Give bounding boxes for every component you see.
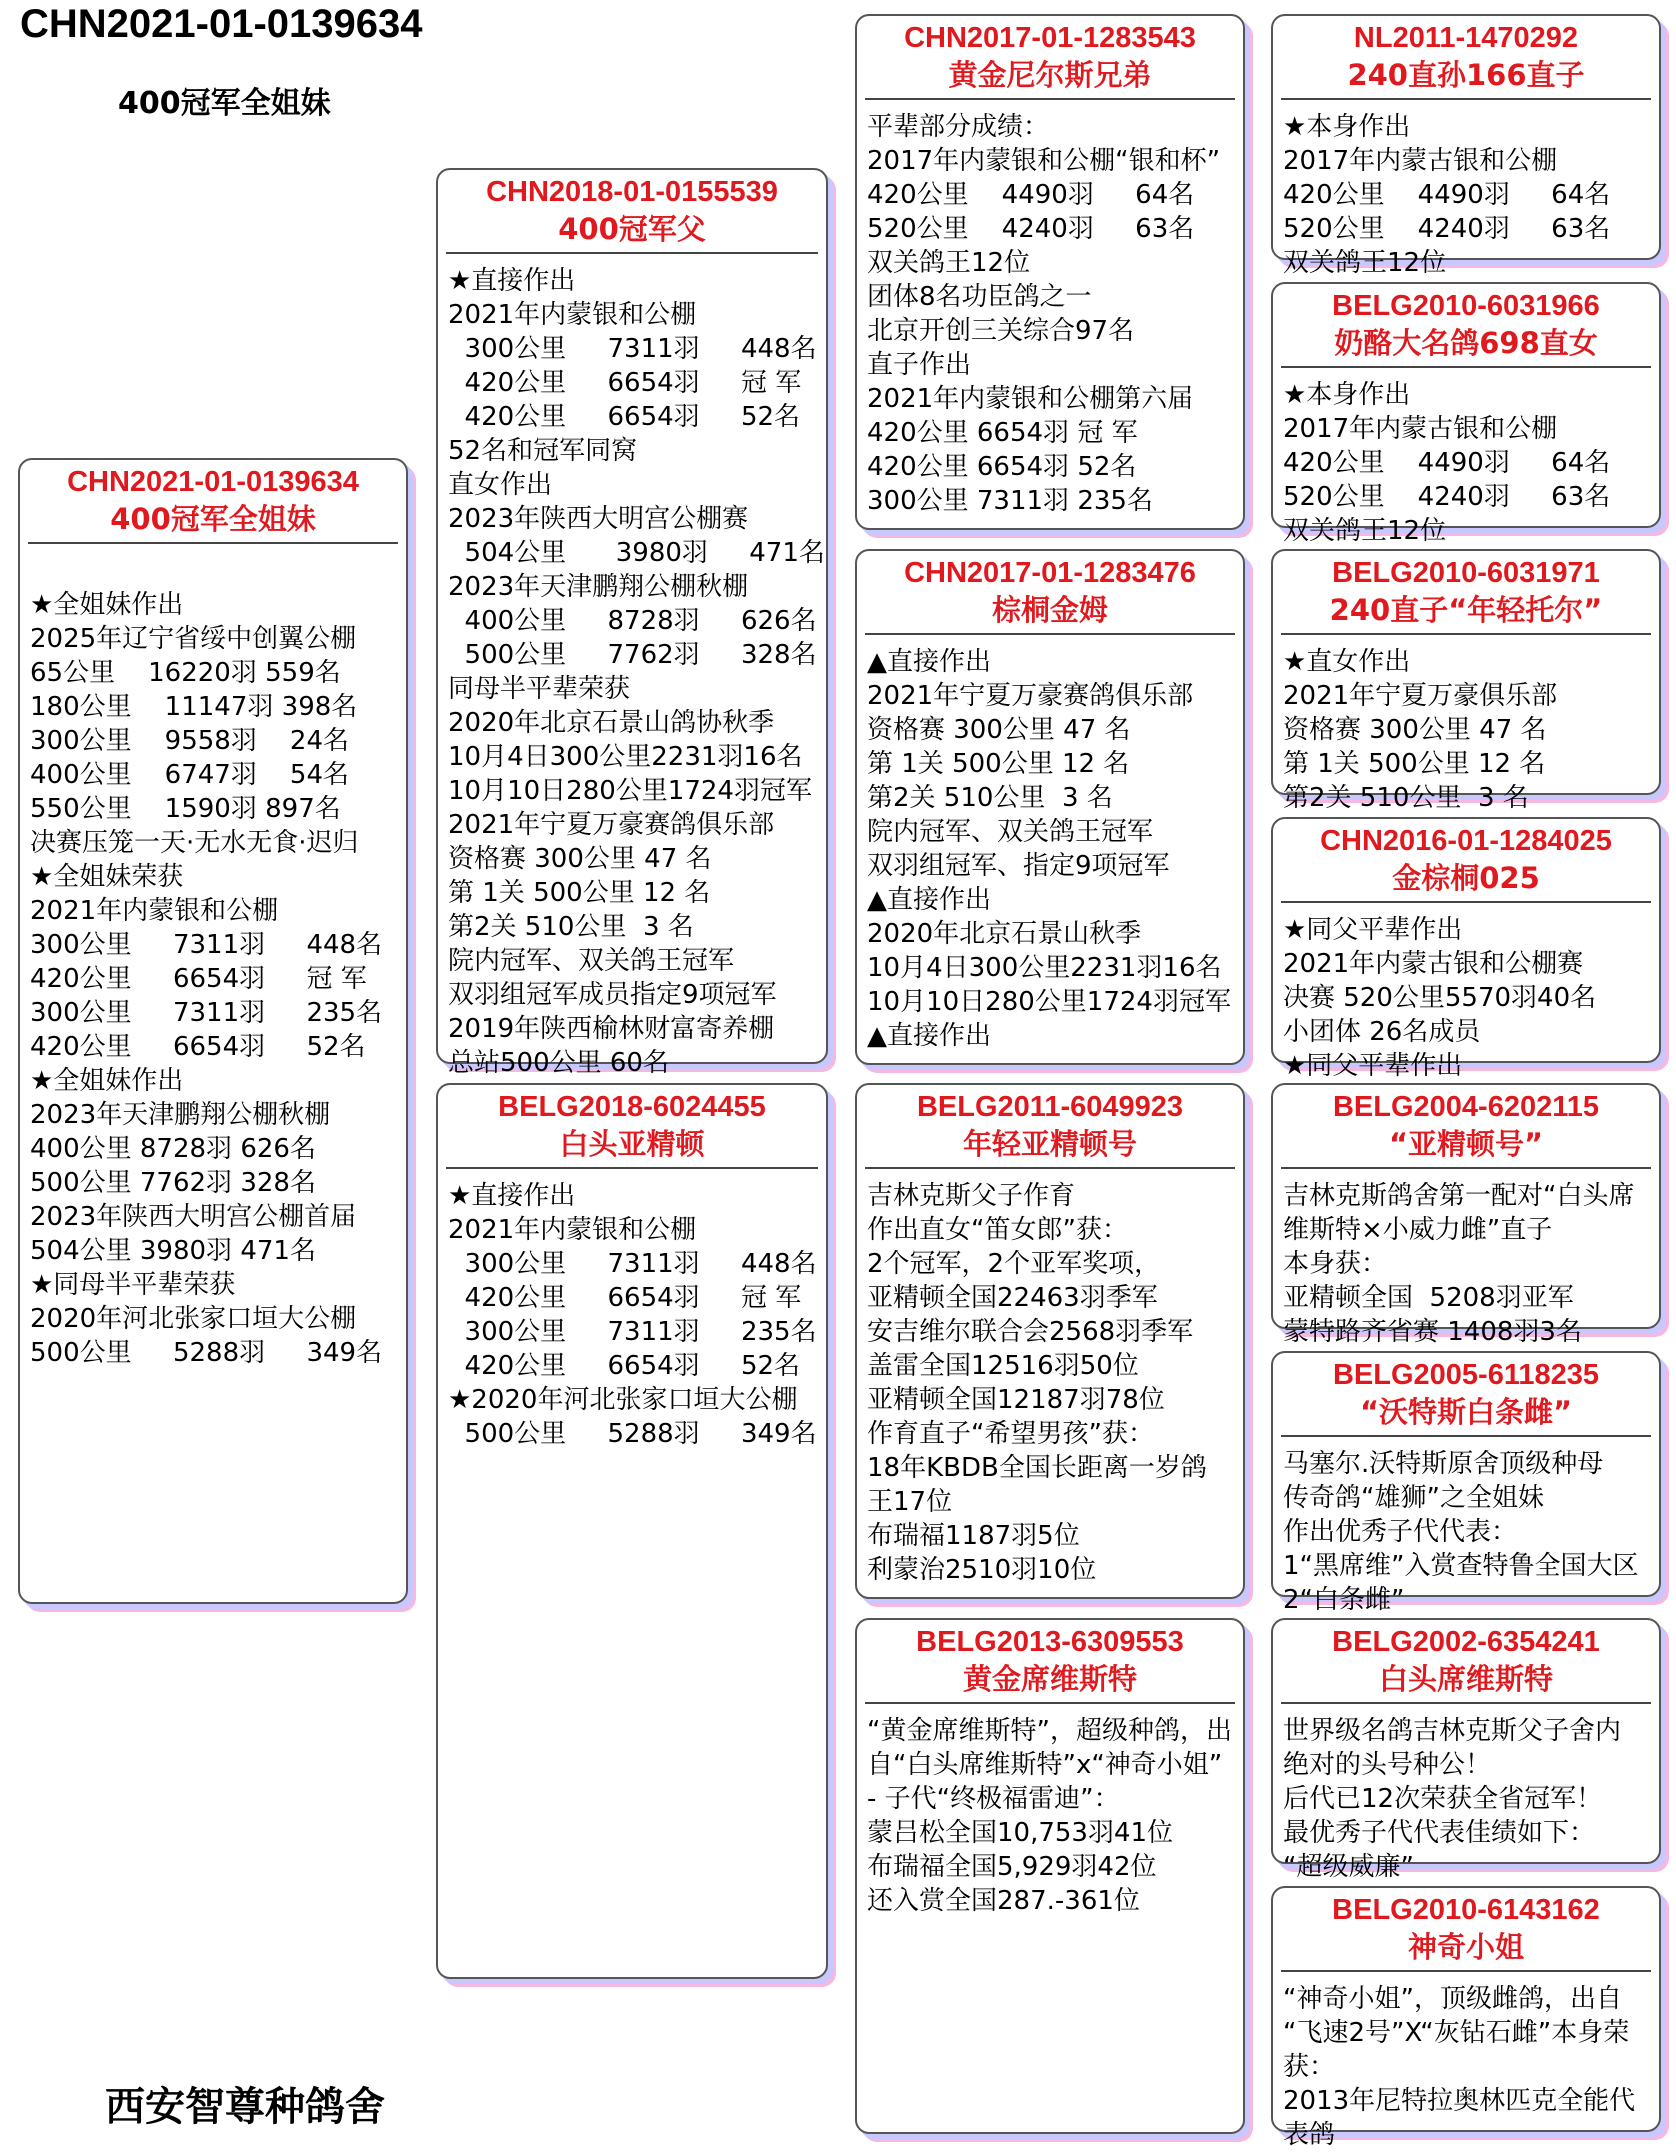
achievement-line: 400公里 6747羽 54名 — [30, 760, 349, 790]
achievement-line: 第2关 510公里 3 名 — [1283, 783, 1529, 813]
achievement-line: “飞速2号”X“灰钻石雌”本身荣 — [1283, 2018, 1630, 2048]
pedigree-card-gen4-4 — [1271, 817, 1661, 1081]
achievement-line: 吉林克斯鸽舍第一配对“白头席 — [1283, 1181, 1635, 1211]
pedigree-card-gen4-2 — [1271, 282, 1661, 546]
pedigree-card-dam — [436, 1083, 828, 1979]
ring-number: BELG2005-6118235 — [1332, 1359, 1600, 1391]
achievement-line: 双关鸽王12位 — [1283, 516, 1447, 546]
bird-name: 棕桐金姆 — [991, 593, 1108, 627]
achievement-line: 第 1关 500公里 12 名 — [448, 878, 711, 908]
achievement-line: 亚精顿全国12187羽78位 — [867, 1385, 1165, 1415]
achievement-line: 300公里 9558羽 24名 — [30, 726, 349, 756]
achievement-line: 2013年尼特拉奥林匹克全能代 — [1283, 2086, 1636, 2116]
pedigree-card-subject — [18, 458, 408, 1604]
achievement-line: 2个冠军，2个亚军奖项， — [867, 1249, 1161, 1279]
bird-name: 金棕桐025 — [1392, 861, 1540, 895]
achievement-line: 2021年内蒙银和公棚 — [448, 300, 697, 330]
ring-number: CHN2018-01-0155539 — [486, 176, 778, 208]
achievement-line: 520公里 4240羽 63名 — [1283, 482, 1611, 512]
pedigree-card-gen3-4 — [855, 1618, 1245, 2134]
achievement-line: 王17位 — [867, 1487, 953, 1517]
achievement-line: “黄金席维斯特”，超级种鸽，出 — [867, 1716, 1232, 1746]
ring-number: BELG2011-6049923 — [916, 1091, 1184, 1123]
achievement-line: 300公里 7311羽 448名 — [30, 930, 383, 960]
bird-name: 年轻亚精顿号 — [962, 1127, 1137, 1161]
achievement-line: 500公里 5288羽 349名 — [30, 1338, 383, 1368]
card-body — [857, 635, 1243, 1053]
ring-number: BELG2004-6202115 — [1332, 1091, 1600, 1123]
achievement-line: 2021年内蒙古银和公棚赛 — [1283, 949, 1584, 979]
achievement-line: 决赛 520公里5570羽40名 — [1283, 983, 1597, 1013]
bird-name: 240直子“年轻托尔” — [1329, 593, 1603, 627]
ring-number: CHN2017-01-1283543 — [904, 22, 1196, 54]
achievement-line: 300公里 7311羽 235名 — [30, 998, 383, 1028]
bird-name: 240直孙166直子 — [1347, 58, 1585, 92]
pedigree-card-gen3-1 — [855, 14, 1245, 530]
achievement-line: 绝对的头号种公！ — [1283, 1750, 1492, 1780]
achievement-line: 院内冠军、双关鸽王冠军 — [867, 817, 1154, 847]
achievement-line: 盖雷全国12516羽50位 — [867, 1351, 1139, 1381]
achievement-line: ▲直接作出 — [867, 885, 991, 915]
achievement-line: 420公里 6654羽 冠 军 — [30, 964, 367, 994]
achievement-line: 后代已12次荣获全省冠军！ — [1283, 1784, 1603, 1814]
ring-number: BELG2010-6031966 — [1332, 290, 1600, 322]
card-body — [1273, 1437, 1659, 1617]
achievement-line: 第2关 510公里 3 名 — [867, 783, 1113, 813]
pedigree-card-gen4-7 — [1271, 1618, 1661, 1882]
achievement-line: 300公里 7311羽 235名 — [867, 486, 1153, 516]
achievement-line: 团体8名功臣鸽之一 — [867, 282, 1092, 312]
achievement-line: 表鸽 — [1283, 2120, 1336, 2150]
achievement-line: 小团体 26名成员 — [1283, 1017, 1481, 1047]
page-ring-id: CHN2021-01-0139634 — [20, 2, 423, 46]
achievement-line: 利蒙治2510羽10位 — [867, 1555, 1097, 1585]
achievement-line: 10月10日280公里1724羽冠军 — [867, 987, 1231, 1017]
achievement-line: 2021年内蒙银和公棚 — [30, 896, 279, 926]
achievement-line: 300公里 7311羽 448名 — [448, 1249, 817, 1279]
achievement-line: 180公里 11147羽 398名 — [30, 692, 358, 722]
pedigree-card-gen4-6 — [1271, 1351, 1661, 1615]
achievement-line: 本身获： — [1283, 1249, 1388, 1279]
achievement-line — [30, 554, 400, 588]
bird-name: 白头席维斯特 — [1378, 1662, 1553, 1696]
bird-name: 奶酪大名鸽698直女 — [1334, 326, 1598, 360]
achievement-line: ★直接作出 — [448, 1181, 576, 1211]
page-subtitle: 400冠军全姐妹 — [118, 86, 331, 121]
achievement-line: 亚精顿全国 5208羽亚军 — [1283, 1283, 1574, 1313]
achievement-line: 400公里 8728羽 626名 — [448, 606, 817, 636]
achievement-line: 还入赏全国287.-361位 — [867, 1886, 1140, 1916]
achievement-line: 双关鸽王12位 — [1283, 248, 1447, 278]
bird-name: 神奇小姐 — [1407, 1930, 1524, 1964]
achievement-line: 2021年宁夏万豪俱乐部 — [1283, 681, 1558, 711]
card-body — [857, 100, 1243, 518]
achievement-line: 第 1关 500公里 12 名 — [1283, 749, 1546, 779]
achievement-line: 第 1关 500公里 12 名 — [867, 749, 1130, 779]
achievement-line: 400公里 8728羽 626名 — [30, 1134, 316, 1164]
achievement-line: 2021年宁夏万豪赛鸽俱乐部 — [867, 681, 1194, 711]
achievement-line: 直女作出 — [448, 470, 553, 500]
achievement-line: 420公里 6654羽 52名 — [448, 1351, 801, 1381]
achievement-line: 自“白头席维斯特”x“神奇小姐” — [867, 1750, 1223, 1780]
achievement-line: 双羽组冠军成员指定9项冠军 — [448, 980, 777, 1010]
achievement-line: 蒙特路齐省赛 1408羽3名 — [1283, 1317, 1582, 1347]
achievement-line: 第2关 510公里 3 名 — [448, 912, 694, 942]
achievement-line: ★直女作出 — [1283, 647, 1411, 677]
achievement-line: ★2020年河北张家口垣大公棚 — [448, 1385, 798, 1415]
card-body — [1273, 368, 1659, 548]
pedigree-card-gen3-3 — [855, 1083, 1245, 1599]
achievement-line: 蒙吕松全国10,753羽41位 — [867, 1818, 1174, 1848]
achievement-line: 500公里 7762羽 328名 — [30, 1168, 316, 1198]
achievement-line: 资格赛 300公里 47 名 — [867, 715, 1131, 745]
pedigree-card-gen4-5 — [1271, 1083, 1661, 1347]
achievement-line: 维斯特×小威力雌”直子 — [1283, 1215, 1553, 1245]
card-body — [1273, 635, 1659, 815]
pedigree-card-gen4-3 — [1271, 549, 1661, 813]
achievement-line: 420公里 6654羽 52名 — [448, 402, 801, 432]
achievement-line: 52名和冠军同窝 — [448, 436, 638, 466]
achievement-line: 布瑞福全国5,929羽42位 — [867, 1852, 1157, 1882]
ring-number: BELG2010-6031971 — [1332, 557, 1600, 589]
achievement-line: 作出优秀子代代表： — [1283, 1517, 1518, 1547]
achievement-line: 安吉维尔联合会2568羽季军 — [867, 1317, 1194, 1347]
achievement-line: 2023年陕西大明宫公棚首届 — [30, 1202, 357, 1232]
ring-number: CHN2021-01-0139634 — [67, 466, 359, 498]
achievement-line: 420公里 6654羽 冠 军 — [867, 418, 1138, 448]
achievement-line: 决赛压笼一天·无水无食·迟归 — [30, 828, 359, 858]
bird-name: “亚精顿号” — [1388, 1127, 1544, 1161]
achievement-line: 2020年北京石景山秋季 — [867, 919, 1142, 949]
card-body — [1273, 1169, 1659, 1349]
ring-number: BELG2002-6354241 — [1332, 1626, 1600, 1658]
achievement-line: 双关鸽王12位 — [867, 248, 1031, 278]
card-body — [1273, 903, 1659, 1083]
achievement-line: 2“白条雌” — [1283, 1585, 1405, 1615]
achievement-line: - 子代“终极福雷迪”： — [867, 1784, 1120, 1814]
achievement-line: 420公里 6654羽 52名 — [30, 1032, 366, 1062]
ring-number: CHN2017-01-1283476 — [904, 557, 1196, 589]
achievement-line: 10月4日300公里2231羽16名 — [448, 742, 803, 772]
achievement-line: 吉林克斯父子作育 — [867, 1181, 1076, 1211]
achievement-line: 马塞尔.沃特斯原舍顶级种母 — [1283, 1449, 1604, 1479]
loft-name: 西安智尊种鸽舍 — [105, 2084, 385, 2130]
achievement-line: 2021年内蒙银和公棚 — [448, 1215, 697, 1245]
achievement-line: 420公里 6654羽 冠 军 — [448, 1283, 802, 1313]
achievement-line: 65公里 16220羽 559名 — [30, 658, 341, 688]
achievement-line: ★全姐妹作出 — [30, 590, 184, 620]
achievement-line: 最优秀子代代表佳绩如下： — [1283, 1818, 1596, 1848]
achievement-line: ★全姐妹作出 — [30, 1066, 184, 1096]
achievement-line: 院内冠军、双关鸽王冠军 — [448, 946, 735, 976]
achievement-line: ★全姐妹荣获 — [30, 862, 184, 892]
achievement-line: 500公里 7762羽 328名 — [448, 640, 817, 670]
card-body — [438, 1169, 826, 1451]
achievement-line: 2017年内蒙银和公棚“银和杯” — [867, 146, 1221, 176]
achievement-line: 420公里 6654羽 52名 — [867, 452, 1137, 482]
card-body — [20, 544, 406, 1370]
pedigree-card-gen4-1 — [1271, 14, 1661, 278]
card-body — [1273, 1972, 1659, 2152]
achievement-line: ★本身作出 — [1283, 112, 1411, 142]
achievement-line: 504公里 3980羽 471名 — [30, 1236, 316, 1266]
achievement-line: 500公里 5288羽 349名 — [448, 1419, 817, 1449]
bird-name: 400冠军父 — [558, 212, 706, 246]
achievement-line: 2019年陕西榆林财富寄养棚 — [448, 1014, 775, 1044]
achievement-line: “神奇小姐”，顶级雌鸽，出自 — [1283, 1984, 1622, 2014]
ring-number: BELG2018-6024455 — [498, 1091, 766, 1123]
card-body — [438, 254, 826, 1080]
achievement-line: 2020年北京石景山鸽协秋季 — [448, 708, 775, 738]
achievement-line: ▲直接作出 — [867, 647, 991, 677]
achievement-line: 10月4日300公里2231羽16名 — [867, 953, 1222, 983]
achievement-line: ★同母半平辈荣获 — [30, 1270, 236, 1300]
achievement-line: ★本身作出 — [1283, 380, 1411, 410]
achievement-line: 平辈部分成绩： — [867, 112, 1050, 142]
achievement-line: 2021年内蒙银和公棚第六届 — [867, 384, 1194, 414]
bird-name: 400冠军全姐妹 — [110, 502, 316, 536]
achievement-line: 获： — [1283, 2052, 1336, 2082]
achievement-line: 总站500公里 60名 — [448, 1048, 669, 1078]
bird-name: “沃特斯白条雌” — [1359, 1395, 1573, 1429]
achievement-line: 420公里 4490羽 64名 — [867, 180, 1195, 210]
achievement-line: 2023年陕西大明宫公棚赛 — [448, 504, 749, 534]
card-body — [1273, 100, 1659, 280]
achievement-line: 亚精顿全国22463羽季军 — [867, 1283, 1158, 1313]
ring-number: BELG2010-6143162 — [1332, 1894, 1600, 1926]
achievement-line: 2023年天津鹏翔公棚秋棚 — [448, 572, 749, 602]
ring-number: NL2011-1470292 — [1353, 22, 1579, 54]
pedigree-card-gen4-8 — [1271, 1886, 1661, 2150]
achievement-line: ★同父平辈作出 — [1283, 1051, 1463, 1081]
achievement-line: 直子作出 — [867, 350, 972, 380]
achievement-line: 18年KBDB全国长距离一岁鸽 — [867, 1453, 1207, 1483]
achievement-line: 10月10日280公里1724羽冠军 — [448, 776, 812, 806]
achievement-line: ★直接作出 — [448, 266, 576, 296]
bird-name: 黄金尼尔斯兄弟 — [948, 58, 1152, 92]
ring-number: CHN2016-01-1284025 — [1320, 825, 1612, 857]
pedigree-card-sire — [436, 168, 828, 1078]
achievement-line: 420公里 4490羽 64名 — [1283, 448, 1611, 478]
achievement-line: 520公里 4240羽 63名 — [1283, 214, 1611, 244]
achievement-line: 520公里 4240羽 63名 — [867, 214, 1195, 244]
achievement-line: 420公里 6654羽 冠 军 — [448, 368, 802, 398]
achievement-line: 2021年宁夏万豪赛鸽俱乐部 — [448, 810, 775, 840]
achievement-line: 420公里 4490羽 64名 — [1283, 180, 1611, 210]
card-body — [857, 1169, 1243, 1587]
achievement-line: ★同父平辈作出 — [1283, 915, 1463, 945]
achievement-line: “超级威廉” — [1283, 1852, 1414, 1882]
card-body — [857, 1704, 1243, 1918]
achievement-line: ▲直接作出 — [867, 1021, 991, 1051]
pedigree-card-gen3-2 — [855, 549, 1245, 1065]
achievement-line: 同母半平辈荣获 — [448, 674, 631, 704]
card-body — [1273, 1704, 1659, 1884]
bird-name: 黄金席维斯特 — [962, 1662, 1137, 1696]
achievement-line: 作出直女“笛女郎”获： — [867, 1215, 1128, 1245]
achievement-line: 传奇鸽“雄狮”之全姐妹 — [1283, 1483, 1544, 1513]
achievement-line: 世界级名鸽吉林克斯父子舍内 — [1283, 1716, 1622, 1746]
achievement-line: 2017年内蒙古银和公棚 — [1283, 146, 1558, 176]
achievement-line: 资格赛 300公里 47 名 — [1283, 715, 1547, 745]
achievement-line: 2025年辽宁省绥中创翼公棚 — [30, 624, 357, 654]
achievement-line: 北京开创三关综合97名 — [867, 316, 1135, 346]
achievement-line: 550公里 1590羽 897名 — [30, 794, 341, 824]
achievement-line: 2023年天津鹏翔公棚秋棚 — [30, 1100, 331, 1130]
achievement-line: 504公里 3980羽 471名 — [448, 538, 825, 568]
ring-number: BELG2013-6309553 — [916, 1626, 1184, 1658]
achievement-line: 资格赛 300公里 47 名 — [448, 844, 712, 874]
achievement-line: 2017年内蒙古银和公棚 — [1283, 414, 1558, 444]
achievement-line: 300公里 7311羽 235名 — [448, 1317, 817, 1347]
achievement-line: 2020年河北张家口垣大公棚 — [30, 1304, 357, 1334]
achievement-line: 1“黑席维”入赏查特鲁全国大区 — [1283, 1551, 1639, 1581]
achievement-line: 300公里 7311羽 448名 — [448, 334, 817, 364]
bird-name: 白头亚精顿 — [559, 1127, 705, 1161]
achievement-line: 作育直子“希望男孩”获： — [867, 1419, 1154, 1449]
achievement-line: 布瑞福1187羽5位 — [867, 1521, 1080, 1551]
achievement-line: 双羽组冠军、指定9项冠军 — [867, 851, 1170, 881]
